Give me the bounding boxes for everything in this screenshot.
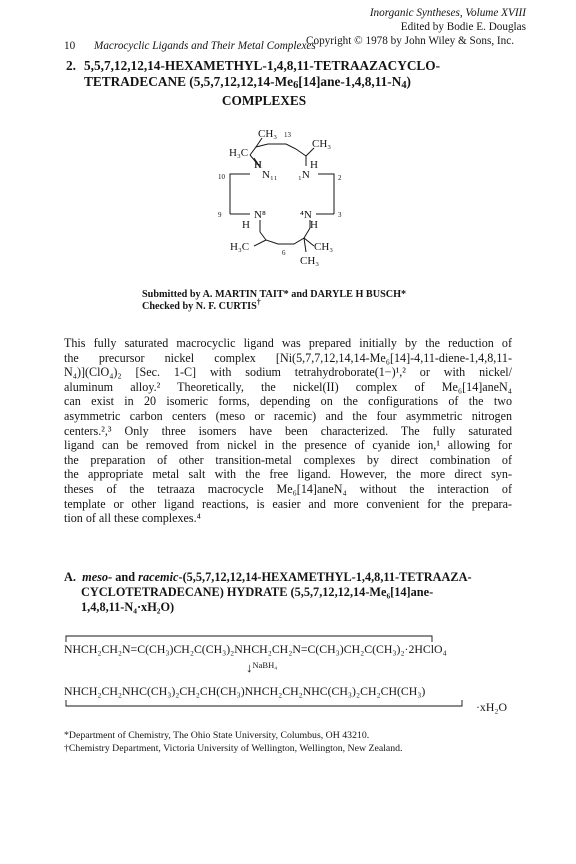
running-head — [64, 40, 316, 52]
and-word: and — [115, 570, 136, 584]
reactant-formula: NHCH₂CH₂N=C(CH₃)CH₂C(CH₃)₂NHCH₂CH₂N=C(CH₃)CH₂C(CH₃)₂·2HClO₄ — [64, 642, 447, 656]
macrocycle-structure — [210, 120, 360, 280]
section-a-line1 — [64, 570, 524, 585]
label-6: 6 — [282, 249, 286, 257]
series-title: Inorganic Syntheses, Volume XVIII — [369, 7, 526, 19]
intro-paragraph — [64, 336, 512, 526]
hydrate-label: ·xH₂O — [476, 700, 507, 714]
intro-line: can exist in 20 isomeric forms, depending on the configurations of the two — [64, 394, 512, 409]
checked-by-text: Checked by N. F. CURTIS — [142, 301, 257, 312]
intro-line: This fully saturated macrocyclic ligand was prepared initially by the reduction of — [64, 336, 512, 350]
label-n1: ₁N — [298, 169, 310, 181]
intro-line: aluminum alloy.² Theoretically, the nickel(II) complex of Me₆[14]aneN₄ — [64, 379, 512, 394]
label-n11: N₁₁ — [262, 169, 278, 181]
title-part: [14]ane-1,4,8,11-N — [298, 73, 402, 89]
label-h3c-left: H₃C — [229, 147, 249, 159]
title-subscript: 4 — [401, 79, 407, 91]
footnote-1: *Department of Chemistry, The Ohio State University, Columbus, OH 43210. — [64, 730, 370, 741]
label-2: 2 — [338, 174, 342, 182]
reagent-label: NaBH₄ — [252, 660, 278, 670]
down-arrow-icon: ↓ — [246, 660, 253, 675]
title-part: ) — [406, 73, 411, 89]
copyright-line: Copyright © 1978 by John Wiley & Sons, Inc. — [306, 35, 514, 47]
intro-line: theses of the tetraaza macrocycle Me₆[14]aneN₄ without the interaction of — [64, 481, 512, 496]
label-ch3-13: CH₃ — [258, 128, 278, 140]
section-a-line2: CYCLOTETRADECANE) HYDRATE (5,5,7,12,12,14-Me₆[14]ane- — [81, 585, 434, 600]
dagger-mark: † — [256, 297, 261, 307]
chapter-number: 2. — [66, 58, 76, 73]
intro-line: asymmetric carbon centers (meso or racemic) and the four asymmetric nitrogen — [64, 408, 512, 423]
label-ch3-bottom: CH₃ — [300, 255, 320, 267]
label-ch3-top-right: CH₃ — [312, 138, 332, 150]
intro-line: template or other ligand reactions, is easier and more convenient for the prepara- — [64, 496, 512, 511]
racemic-prefix: racemic — [138, 570, 179, 584]
reaction-arrow — [246, 660, 277, 676]
chapter-title-line1: 5,5,7,12,12,14-HEXAMETHYL-1,4,8,11-TETRAAZACYCLO- — [84, 58, 441, 73]
intro-line: the appropriate metal salt with the free ligand. However, the more direct syn- — [64, 467, 512, 482]
checked-by — [142, 297, 261, 314]
chapter-title-line3: COMPLEXES — [221, 93, 307, 109]
page-number: 10 — [64, 40, 76, 52]
meso-prefix: meso- — [82, 570, 113, 584]
label-9: 9 — [218, 211, 222, 219]
title-subscript: 6 — [293, 79, 299, 91]
editor-line: Edited by Bodie E. Douglas — [400, 21, 526, 33]
structure-labels — [218, 128, 342, 267]
section-a-line3: 1,4,8,11-N₄·xH₂O) — [81, 600, 175, 615]
submitted-by: Submitted by A. MARTIN TAIT* and DARYLE H BUSCH* — [142, 289, 407, 300]
label-10: 10 — [218, 173, 225, 181]
label-3: 3 — [338, 211, 342, 219]
label-h3c-bottom: H₃C — [230, 241, 250, 253]
intro-line: the preparation of other transition-metal complexes by direct combination of — [64, 452, 512, 467]
label-h-bottom-left: H — [242, 219, 250, 231]
label-ch3-bottom-right: CH₃ — [314, 241, 334, 253]
intro-line: tion of all these complexes.⁴ — [64, 511, 201, 526]
section-a-line1-rest: -(5,5,7,12,12,14-HEXAMETHYL-1,4,8,11-TETRAAZA- — [178, 570, 472, 584]
chapter-title — [66, 58, 524, 109]
label-n8: N⁸ — [254, 209, 266, 221]
intro-line: N₄)](ClO₄)₂ [Sec. 1-C] with sodium tetrahydroborate(1−)¹,² or with nickel/ — [64, 365, 512, 380]
label-h-bottom-right: H — [310, 219, 318, 231]
intro-line: ligand can be removed from nickel in the presence of cyanide ion,¹ allowing for — [64, 438, 512, 453]
running-head-title: Macrocyclic Ligands and Their Metal Complexes — [94, 40, 316, 52]
section-letter: A. — [64, 570, 76, 584]
footnote-2: †Chemistry Department, Victoria University of Wellington, Wellington, New Zealand. — [64, 743, 403, 754]
chapter-title-line2 — [84, 74, 524, 94]
intro-line: the precursor nickel complex [Ni(5,7,7,12,14,14-Me₆[14]-4,11-diene-1,4,8,11- — [64, 350, 512, 365]
label-h-right: H — [310, 159, 318, 171]
label-n4: ⁴N — [300, 209, 312, 221]
label-h-left: H — [254, 159, 262, 171]
intro-line: centers.²,³ Only three isomers have been characterized. The fully saturated — [64, 423, 512, 438]
product-formula: NHCH₂CH₂NHC(CH₃)₂CH₂CH(CH₃)NHCH₂CH₂NHC(CH₃)₂CH₂CH(CH₃) — [64, 684, 426, 698]
section-a-heading — [64, 570, 524, 616]
label-13: 13 — [284, 131, 291, 139]
title-part: TETRADECANE (5,5,7,12,12,14-Me — [84, 73, 294, 89]
